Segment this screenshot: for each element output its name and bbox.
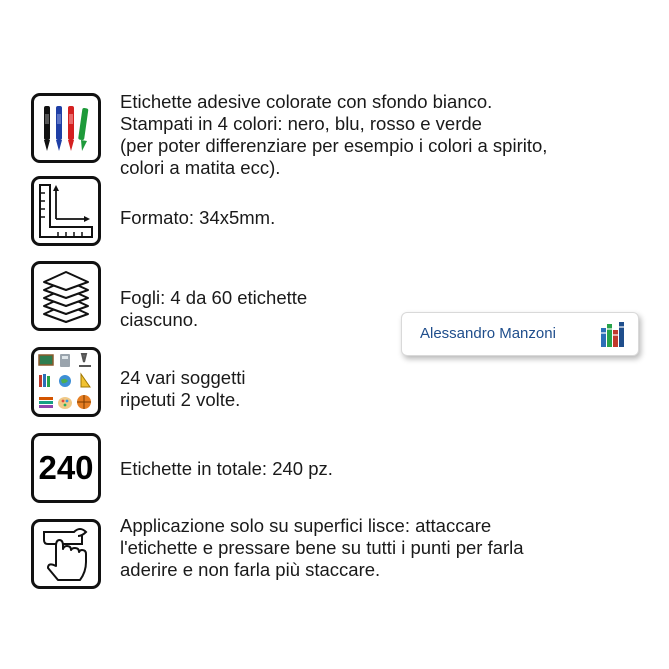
ruler-dimensions-icon <box>34 179 98 243</box>
sheets-icon-box <box>31 261 101 331</box>
feature-line: Fogli: 4 da 60 etichette <box>120 287 308 308</box>
ruler-icon-box <box>31 176 101 246</box>
feature-line: colori a matita ecc). <box>120 157 281 178</box>
feature-line: (per poter differenziare per esempio i colori a spirito, <box>120 135 548 156</box>
hand-icon-box <box>31 519 101 589</box>
feature-line: ripetuti 2 volte. <box>120 389 241 410</box>
feature-line: 24 vari soggetti <box>120 367 246 388</box>
feature-line: aderire e non farla più staccare. <box>120 559 381 580</box>
count-badge-box <box>31 433 101 503</box>
count-badge: 240 <box>38 449 94 486</box>
feature-line: Etichette in totale: 240 pz. <box>120 458 333 479</box>
hand-press-icon <box>34 522 98 586</box>
feature-line: l'etichette e pressare bene su tutti i punti per farla <box>120 537 524 558</box>
subjects-icon-box <box>31 347 101 417</box>
feature-line: ciascuno. <box>120 309 199 330</box>
feature-sheets-text <box>120 287 307 331</box>
stacked-sheets-icon <box>34 264 98 328</box>
feature-application-text <box>120 515 524 581</box>
feature-total-text <box>120 458 333 480</box>
pens-icon <box>34 96 98 160</box>
books-icon <box>600 320 626 348</box>
sample-label-name: Alessandro Manzoni <box>420 325 556 342</box>
feature-line: Applicazione solo su superfici lisce: attaccare <box>120 515 492 536</box>
sample-label <box>401 312 639 356</box>
feature-line: Formato: 34x5mm. <box>120 207 276 228</box>
feature-line: Stampati in 4 colori: nero, blu, rosso e verde <box>120 113 482 134</box>
pens-icon-box <box>31 93 101 163</box>
feature-colors-text <box>120 91 547 179</box>
subjects-grid-icon <box>34 350 98 414</box>
feature-format-text <box>120 207 275 229</box>
feature-line: Etichette adesive colorate con sfondo bianco. <box>120 91 493 112</box>
feature-subjects-text <box>120 367 245 411</box>
